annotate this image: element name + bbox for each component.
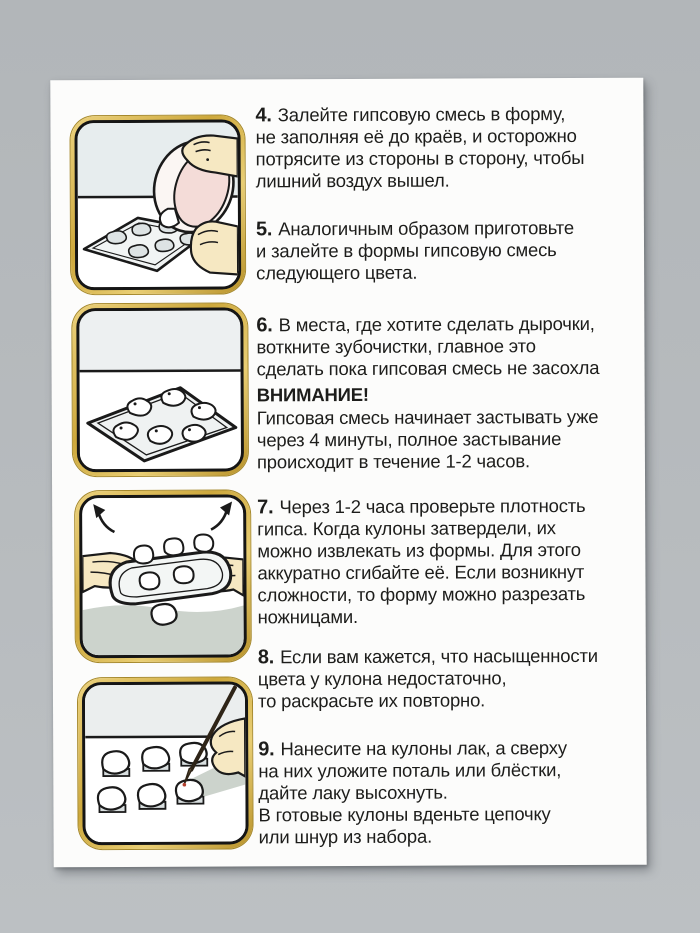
step-8-number: 8. [257, 646, 275, 669]
varnish-pendants-illustration [85, 684, 246, 842]
varnish-pendants-brush-icon [78, 677, 253, 849]
bend-mold-release-pendants-icon [75, 490, 251, 662]
step-8 [258, 645, 655, 713]
step-9 [258, 737, 655, 849]
illustration-frame [76, 307, 244, 472]
instruction-sheet [50, 78, 646, 868]
step-4-text: Залейте гипсовую смесь в форму, не заполняя её до краёв, и осторожно потрясите из стороны в сторону, чтобы лишний воздух вышел. [255, 103, 585, 192]
step-5 [256, 217, 653, 285]
step-8-text: Если вам кажется, что насыщенности цвета у кулона недостаточно, то раскрасьте их повторно. [257, 644, 598, 712]
step-4-number: 4. [255, 104, 272, 127]
mold-tray-illustration [79, 310, 241, 469]
step-5-text: Аналогичным образом приготовьте и залейте в формы гипсовую смесь следующего цвета. [255, 217, 574, 284]
step-4 [255, 103, 652, 193]
step-7 [257, 495, 655, 629]
warning-title: ВНИМАНИЕ! [256, 383, 369, 406]
illustration-frame [79, 494, 247, 658]
pour-gypsum-illustration [77, 122, 238, 287]
step-7-number: 7. [257, 496, 274, 519]
mold-tray-six-figures-icon [72, 303, 248, 476]
step-5-number: 5. [255, 218, 273, 241]
step-7-text: Через 1-2 часа проверьте плотность гипса. Когда кулоны затвердели, их можно извлекать из формы. Для этого аккуратно сгибайте её. Если возникнут сложности, то форму можно разрезать ножницами. [257, 494, 586, 628]
step-6-text: В места, где хотите сделать дырочки, воткните зубочистки, главное это сделать пока гипсовая смесь не засохла [256, 312, 600, 380]
step-9-text: Нанесите на кулоны лак, а сверху на них уложите поталь или блёстки, дайте лаку высохнуть. В готовые кулоны вденьте цепочку или шнур из набора. [258, 737, 567, 848]
illustration-frame [74, 119, 241, 290]
warning-text: Гипсовая смесь начинает застывать уже через 4 минуты, полное застывание происходит в течение 1-2 часов. [256, 405, 599, 473]
bend-mold-illustration [82, 497, 244, 655]
step-6 [256, 313, 654, 474]
step-9-number: 9. [258, 738, 275, 761]
step-6-number: 6. [256, 314, 273, 337]
pour-gypsum-into-mold-icon [70, 115, 245, 294]
illustration-frame [82, 681, 249, 845]
